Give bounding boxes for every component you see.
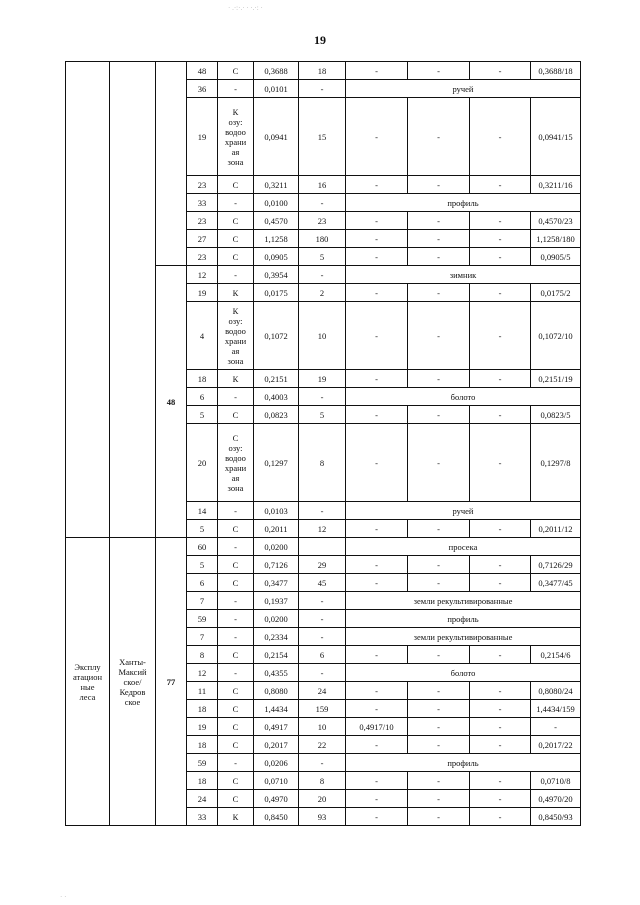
table-cell: С озу: водоо храни ая зона <box>218 424 254 502</box>
table-cell: 0,0710/8 <box>531 772 581 790</box>
table-cell: 27 <box>187 230 218 248</box>
table-cell: - <box>218 754 254 772</box>
table-cell: 0,4570/23 <box>531 212 581 230</box>
table-cell: - <box>346 98 408 176</box>
merged-note-cell: ручей <box>346 80 581 98</box>
table-cell: - <box>299 592 346 610</box>
table-cell: - <box>408 718 470 736</box>
table-cell: 23 <box>187 248 218 266</box>
table-cell: 0,2017 <box>254 736 299 754</box>
table-cell: - <box>470 370 531 388</box>
table-cell: - <box>218 628 254 646</box>
table-cell: 0,0905/5 <box>531 248 581 266</box>
table-cell: - <box>408 406 470 424</box>
table-cell: - <box>218 664 254 682</box>
table-cell: - <box>470 736 531 754</box>
table-cell: - <box>346 230 408 248</box>
table-cell: 18 <box>299 62 346 80</box>
table-row <box>66 538 581 556</box>
table-cell: - <box>346 302 408 370</box>
table-cell: - <box>408 790 470 808</box>
table-cell: - <box>346 284 408 302</box>
scan-noise: · .·:·.· · ·.·: · <box>228 4 263 12</box>
table-cell: 0,3688 <box>254 62 299 80</box>
table-cell: 1,4434 <box>254 700 299 718</box>
table-cell: 0,1297 <box>254 424 299 502</box>
table-cell: - <box>299 628 346 646</box>
table-cell: - <box>346 424 408 502</box>
table-cell: 23 <box>299 212 346 230</box>
table-cell: - <box>470 556 531 574</box>
table-cell: - <box>470 646 531 664</box>
table-cell: 59 <box>187 754 218 772</box>
table-cell: 59 <box>187 610 218 628</box>
table-cell: 1,1258 <box>254 230 299 248</box>
table-cell <box>299 538 346 556</box>
table-cell: 24 <box>299 682 346 700</box>
table-cell: 18 <box>187 772 218 790</box>
table-cell: - <box>299 266 346 284</box>
table-cell: 0,1072/10 <box>531 302 581 370</box>
table-cell: 0,0103 <box>254 502 299 520</box>
table-cell: С <box>218 556 254 574</box>
table-cell: - <box>408 424 470 502</box>
table-cell: - <box>408 370 470 388</box>
table-cell: - <box>470 406 531 424</box>
table-cell: - <box>470 230 531 248</box>
table-cell: 20 <box>187 424 218 502</box>
table-cell: - <box>346 772 408 790</box>
merged-note-cell: ручей <box>346 502 581 520</box>
table-cell: - <box>408 284 470 302</box>
table-cell: С <box>218 248 254 266</box>
group-cell <box>66 62 110 538</box>
table-cell: 36 <box>187 80 218 98</box>
table-cell: 12 <box>187 664 218 682</box>
table-cell: - <box>346 520 408 538</box>
scan-noise: · · <box>60 893 67 901</box>
table-cell: 6 <box>187 388 218 406</box>
table-cell: С <box>218 176 254 194</box>
merged-note-cell: земли рекультивированные <box>346 592 581 610</box>
table-cell: 8 <box>299 424 346 502</box>
table-cell: С <box>218 790 254 808</box>
table-cell: 2 <box>299 284 346 302</box>
table-cell: - <box>408 248 470 266</box>
table-cell: - <box>346 62 408 80</box>
table-cell: - <box>470 98 531 176</box>
table-cell: 12 <box>187 266 218 284</box>
table-cell: - <box>346 790 408 808</box>
table-cell: - <box>470 212 531 230</box>
table-cell: - <box>408 556 470 574</box>
table-cell: - <box>346 574 408 592</box>
table-cell: - <box>299 754 346 772</box>
table-cell: 0,7126/29 <box>531 556 581 574</box>
table-cell: К <box>218 370 254 388</box>
table-cell: - <box>470 302 531 370</box>
table-cell: - <box>299 664 346 682</box>
table-cell: 24 <box>187 790 218 808</box>
table-cell: С <box>218 62 254 80</box>
table-cell: 5 <box>299 248 346 266</box>
table-cell: 15 <box>299 98 346 176</box>
table-cell: 10 <box>299 302 346 370</box>
forest-category-cell: Эксплу атацион ные леса <box>66 538 110 826</box>
table-cell: - <box>346 212 408 230</box>
table-cell: 0,0941 <box>254 98 299 176</box>
table-cell: 0,0941/15 <box>531 98 581 176</box>
table-cell: 0,8450 <box>254 808 299 826</box>
merged-note-cell: профиль <box>346 754 581 772</box>
table-cell: - <box>408 808 470 826</box>
table-cell: 0,8450/93 <box>531 808 581 826</box>
table-cell: 0,0206 <box>254 754 299 772</box>
table-cell: 33 <box>187 808 218 826</box>
table-cell: 0,2011/12 <box>531 520 581 538</box>
table-cell: - <box>218 610 254 628</box>
table-cell: - <box>408 62 470 80</box>
table-cell: 0,2011 <box>254 520 299 538</box>
table-cell: 19 <box>187 284 218 302</box>
table-cell: - <box>470 682 531 700</box>
table-cell: - <box>346 700 408 718</box>
table-cell: - <box>470 772 531 790</box>
table-cell: 0,4917 <box>254 718 299 736</box>
table-cell: - <box>470 424 531 502</box>
table-cell: 0,1937 <box>254 592 299 610</box>
table-cell: 19 <box>187 98 218 176</box>
table-cell: 18 <box>187 370 218 388</box>
table-cell: С <box>218 646 254 664</box>
table-body <box>66 62 581 826</box>
table-cell: 45 <box>299 574 346 592</box>
table-cell: 33 <box>187 194 218 212</box>
table-cell: 7 <box>187 592 218 610</box>
table-cell: - <box>408 682 470 700</box>
forestry-cell: Ханты- Максий ское/ Кедров ское <box>110 538 156 826</box>
table-cell: 22 <box>299 736 346 754</box>
table-cell: - <box>470 808 531 826</box>
group-cell <box>156 62 187 266</box>
table-cell: 48 <box>187 62 218 80</box>
table-cell: - <box>218 592 254 610</box>
table-cell: 0,0710 <box>254 772 299 790</box>
table-cell: - <box>531 718 581 736</box>
table-cell: 0,4355 <box>254 664 299 682</box>
table-cell: - <box>218 80 254 98</box>
table-cell: 4 <box>187 302 218 370</box>
table-cell: - <box>299 388 346 406</box>
table-cell: 0,2334 <box>254 628 299 646</box>
table-cell: 0,4970/20 <box>531 790 581 808</box>
table-cell: 7 <box>187 628 218 646</box>
table-cell: 0,1297/8 <box>531 424 581 502</box>
table-cell: С <box>218 520 254 538</box>
table-cell: С <box>218 772 254 790</box>
table-cell: 18 <box>187 700 218 718</box>
table-cell: - <box>346 406 408 424</box>
table-cell: 0,2154 <box>254 646 299 664</box>
table-cell: 0,3477/45 <box>531 574 581 592</box>
table-cell: 0,3211/16 <box>531 176 581 194</box>
merged-note-cell: просека <box>346 538 581 556</box>
table-cell: 0,8080 <box>254 682 299 700</box>
table-cell: 0,7126 <box>254 556 299 574</box>
table-cell: К озу: водоо храни ая зона <box>218 302 254 370</box>
table-cell: - <box>408 574 470 592</box>
table-cell: 29 <box>299 556 346 574</box>
table-cell: - <box>346 248 408 266</box>
merged-note-cell: профиль <box>346 610 581 628</box>
table-cell: 0,3477 <box>254 574 299 592</box>
table-cell: С <box>218 736 254 754</box>
table-cell: - <box>408 772 470 790</box>
table-cell: 0,2017/22 <box>531 736 581 754</box>
table-cell: - <box>299 610 346 628</box>
table-cell: - <box>408 646 470 664</box>
table-cell: 93 <box>299 808 346 826</box>
table-cell: 14 <box>187 502 218 520</box>
merged-note-cell: земли рекультивированные <box>346 628 581 646</box>
merged-note-cell: болото <box>346 664 581 682</box>
table-cell: 1,1258/180 <box>531 230 581 248</box>
table-cell: 8 <box>187 646 218 664</box>
table-cell: 0,4570 <box>254 212 299 230</box>
table-cell: С <box>218 230 254 248</box>
table-cell: 0,2151 <box>254 370 299 388</box>
table-cell: 0,0175/2 <box>531 284 581 302</box>
forest-plot-table <box>65 61 581 826</box>
page-number: 19 <box>314 33 326 47</box>
table-cell: - <box>346 370 408 388</box>
table-cell: - <box>218 266 254 284</box>
table-cell: - <box>346 736 408 754</box>
table-cell: 0,3211 <box>254 176 299 194</box>
table-cell: - <box>218 502 254 520</box>
table-cell: 19 <box>299 370 346 388</box>
table-cell: 5 <box>187 556 218 574</box>
quarter-cell: 77 <box>156 538 187 826</box>
table-cell: - <box>346 646 408 664</box>
table-cell: С <box>218 212 254 230</box>
table-row <box>66 62 581 80</box>
table-cell: К <box>218 284 254 302</box>
table-cell: 180 <box>299 230 346 248</box>
table-cell: 0,0200 <box>254 610 299 628</box>
table-cell: 6 <box>187 574 218 592</box>
table-cell: 0,1072 <box>254 302 299 370</box>
table-cell: 0,0823/5 <box>531 406 581 424</box>
table-cell: 1,4434/159 <box>531 700 581 718</box>
table-cell: 0,0200 <box>254 538 299 556</box>
table-cell: - <box>408 230 470 248</box>
table-cell: 0,0100 <box>254 194 299 212</box>
table-cell: 0,2151/19 <box>531 370 581 388</box>
table-cell: - <box>346 808 408 826</box>
table-cell: 0,0101 <box>254 80 299 98</box>
table-cell: С <box>218 682 254 700</box>
group-cell <box>110 62 156 538</box>
table-cell: 5 <box>299 406 346 424</box>
table-cell: 5 <box>187 520 218 538</box>
merged-note-cell: профиль <box>346 194 581 212</box>
table-cell: С <box>218 700 254 718</box>
table-cell: 11 <box>187 682 218 700</box>
table-cell: 23 <box>187 176 218 194</box>
table-cell: - <box>346 176 408 194</box>
table-cell: 0,0175 <box>254 284 299 302</box>
table-cell: 10 <box>299 718 346 736</box>
table-cell: - <box>299 194 346 212</box>
table-cell: 16 <box>299 176 346 194</box>
table-cell: 0,4970 <box>254 790 299 808</box>
table-cell: 0,2154/6 <box>531 646 581 664</box>
table-cell: 20 <box>299 790 346 808</box>
table-cell: - <box>346 682 408 700</box>
table-cell: 5 <box>187 406 218 424</box>
table-cell: - <box>218 538 254 556</box>
merged-note-cell: зимник <box>346 266 581 284</box>
table-cell: - <box>408 212 470 230</box>
table-cell: - <box>408 700 470 718</box>
table-cell: - <box>218 194 254 212</box>
table-cell: 12 <box>299 520 346 538</box>
table-cell: - <box>346 556 408 574</box>
table-cell: - <box>470 700 531 718</box>
table-cell: 6 <box>299 646 346 664</box>
table-cell: - <box>470 284 531 302</box>
table-cell: - <box>470 790 531 808</box>
table-cell: - <box>408 176 470 194</box>
table-cell: 0,3688/18 <box>531 62 581 80</box>
table-cell: 0,8080/24 <box>531 682 581 700</box>
table-cell: К озу: водоо храни ая зона <box>218 98 254 176</box>
merged-note-cell: болото <box>346 388 581 406</box>
table-cell: 18 <box>187 736 218 754</box>
table-cell: 19 <box>187 718 218 736</box>
table-cell: 0,3954 <box>254 266 299 284</box>
table-cell: 8 <box>299 772 346 790</box>
table-cell: - <box>470 574 531 592</box>
table-cell: 159 <box>299 700 346 718</box>
table-cell: 0,0823 <box>254 406 299 424</box>
table-cell: С <box>218 574 254 592</box>
table-cell: - <box>470 176 531 194</box>
table-cell: 60 <box>187 538 218 556</box>
table-cell: - <box>218 388 254 406</box>
table-cell: - <box>470 248 531 266</box>
table-cell: - <box>408 98 470 176</box>
table-cell: 0,4003 <box>254 388 299 406</box>
table-cell: - <box>470 62 531 80</box>
table-cell: С <box>218 406 254 424</box>
table-cell: - <box>299 80 346 98</box>
table-cell: - <box>470 718 531 736</box>
quarter-cell: 48 <box>156 266 187 538</box>
table-cell: 23 <box>187 212 218 230</box>
table-cell: 0,0905 <box>254 248 299 266</box>
table-cell: - <box>299 502 346 520</box>
table-cell: - <box>470 520 531 538</box>
table-cell: С <box>218 718 254 736</box>
table-cell: - <box>408 302 470 370</box>
table-cell: 0,4917/10 <box>346 718 408 736</box>
table-cell: - <box>408 520 470 538</box>
table-cell: - <box>408 736 470 754</box>
table-cell: К <box>218 808 254 826</box>
